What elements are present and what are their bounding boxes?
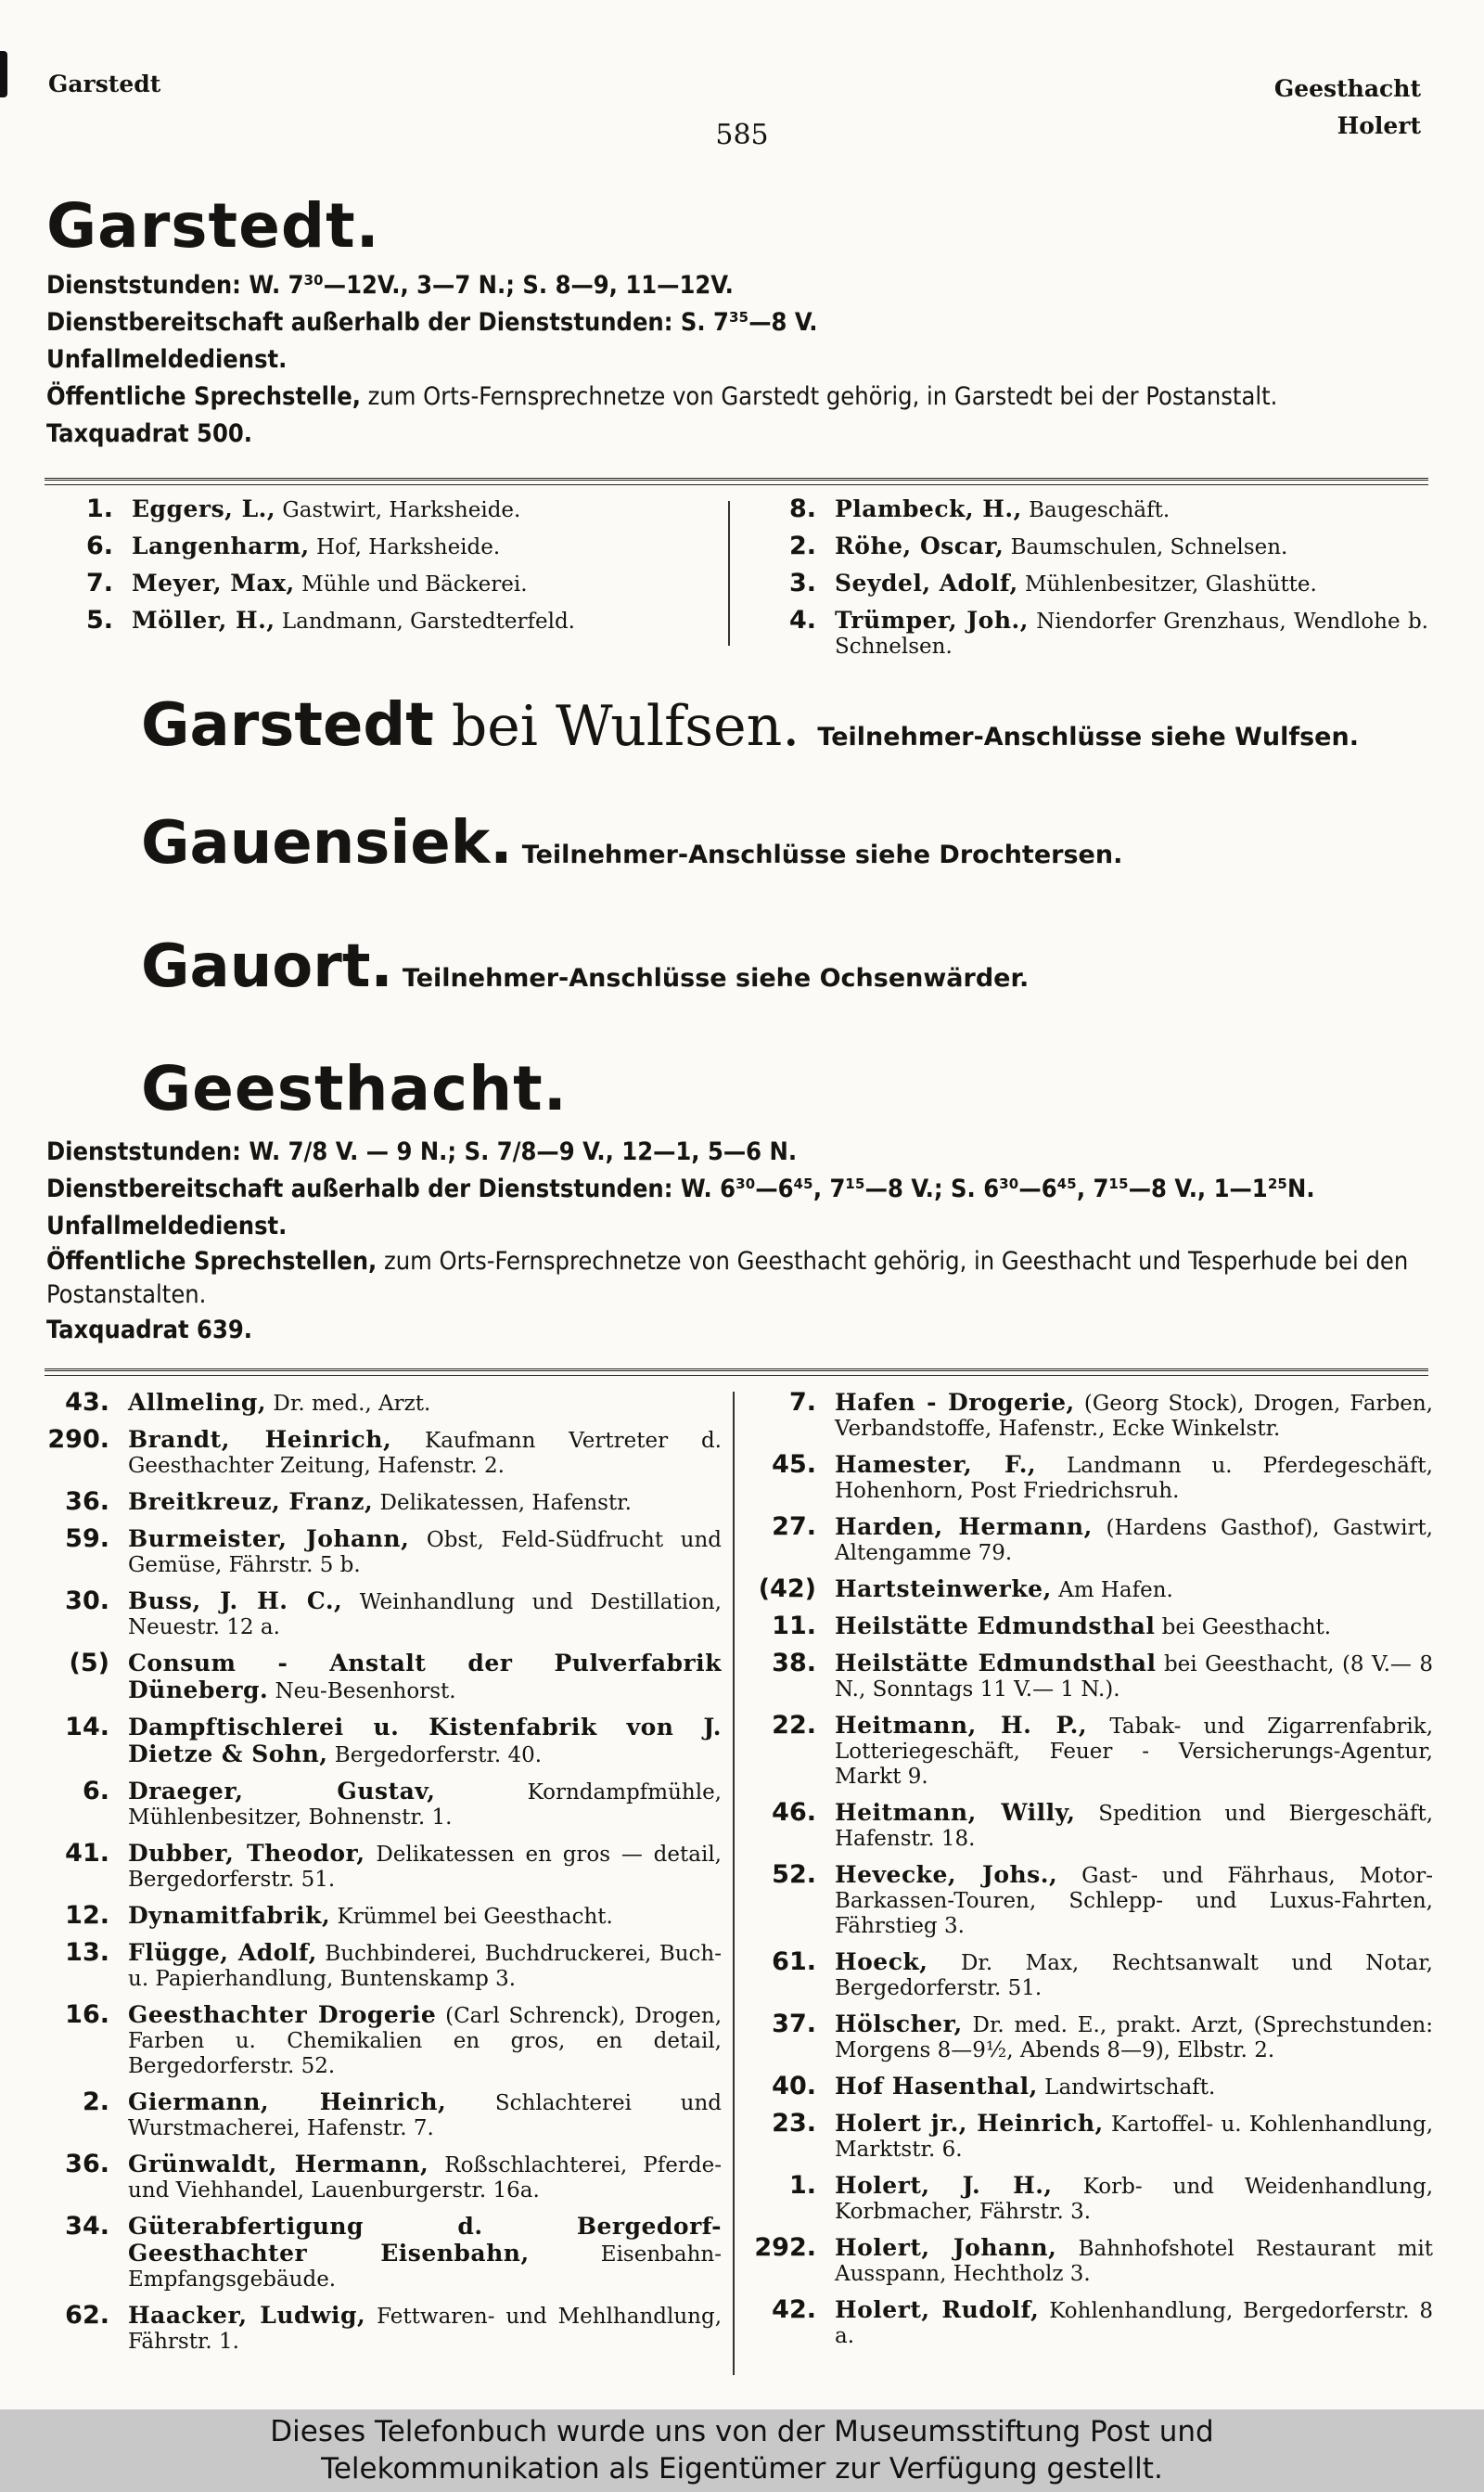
standby-hours: Dienstbereitschaft außerhalb der Dienststunden: W. 6³⁰—6⁴⁵, 7¹⁵—8 V.; S. 6³⁰—6⁴⁵, 7¹⁵—8 V., 1—1²⁵N. [46,1175,1315,1203]
list-item: 52. Hevecke, Johs., Gast- und Fährhaus, Motor-Barkassen-Touren, Schlepp- und Luxus-Fahrten, Fährstieg 3. [772,1860,1433,1938]
garstedt-right-column [751,496,1428,670]
section-title: Garstedt. [46,190,380,262]
list-item: 4. Trümper, Joh., Niendorfer Grenzhaus, Wendlohe b. Schnelsen. [788,606,1428,659]
section-title: Garstedt [141,691,434,760]
section-garstedt [46,190,1428,453]
list-item: 22. Heitmann, H. P., Tabak- und Zigarrenfabrik, Lotteriegeschäft, Feuer - Versicherungs-Agentur, Markt 9. [772,1711,1434,1789]
public-station [46,1245,1428,1312]
geesthacht-right-column [751,1390,1433,2359]
page-number: 585 [715,119,769,151]
section-gauort [141,932,1029,1001]
footer-line-1: Dieses Telefonbuch wurde uns von der Museumsstiftung Post und [270,2415,1214,2448]
cross-reference: Teilnehmer-Anschlüsse siehe Wulfsen. [817,723,1359,751]
footer-line-2: Telekommunikation als Eigentümer zur Verfügung gestellt. [321,2452,1163,2486]
list-item: (42) Hartsteinwerke, Am Hafen. [758,1574,1173,1603]
list-item: 30. Buss, J. H. C., Weinhandlung und Destillation, Neuestr. 12 a. [65,1586,722,1639]
section-rule [45,1368,1428,1376]
section-gauensiek [141,809,1122,878]
garstedt-left-column [48,496,716,645]
geesthacht-header [46,1134,1428,1349]
list-item: 36. Breitkreuz, Franz, Delikatessen, Hafenstr. [65,1487,632,1516]
column-divider [728,501,730,646]
service-hours: Dienststunden: W. 7/8 V. — 9 N.; S. 7/8—9 V., 12—1, 5—6 N. [46,1137,798,1166]
list-item: 7. Meyer, Max, Mühle und Bäckerei. [85,569,528,597]
list-item: 3. Seydel, Adolf, Mühlenbesitzer, Glashütte. [788,569,1317,597]
list-item: 41. Dubber, Theodor, Delikatessen en gros — detail, Bergedorferstr. 51. [65,1839,722,1892]
section-title: Geesthacht. [141,1053,568,1124]
list-item: 43. Allmeling, Dr. med., Arzt. [65,1388,431,1417]
list-item: 5. Möller, H., Landmann, Garstedterfeld. [85,606,575,635]
list-item: 16. Geesthachter Drogerie (Carl Schrenck), Drogen, Farben u. Chemikalien en gros, en detail, Bergedorferstr. 52. [65,2000,723,2078]
list-item: 1. Holert, J. H., Korb- und Weidenhandlung, Korbmacher, Fährstr. 3. [788,2171,1434,2224]
public-station-text: zum Orts-Fernsprechnetze von Geesthacht gehörig, in Geesthacht und Tesperhude bei den Postanstalten. [46,1247,1409,1309]
public-station-text: zum Orts-Fernsprechnetze von Garstedt gehörig, in Garstedt bei der Postanstalt. [360,382,1278,411]
list-item: 13. Flügge, Adolf, Buchbinderei, Buchdruckerei, Buch- u. Papierhandlung, Buntenskamp 3. [65,1938,722,1991]
list-item: 2. Röhe, Oscar, Baumschulen, Schnelsen. [788,532,1288,560]
section-geesthacht [141,1053,1428,1124]
list-item: 7. Hafen - Drogerie, (Georg Stock), Drogen, Farben, Verbandstoffe, Hafenstr., Ecke Winkelstr. [788,1388,1433,1441]
list-item: 292. Holert, Johann, Bahnhofshotel Restaurant mit Ausspann, Hechtholz 3. [754,2233,1433,2286]
list-item: 11. Heilstätte Edmundsthal bei Geesthacht. [772,1612,1332,1640]
list-item: 290. Brandt, Heinrich, Kaufmann Vertreter d. Geesthachter Zeitung, Hafenstr. 2. [47,1425,722,1478]
geesthacht-left-column [45,1390,722,2365]
section-rule [45,478,1428,485]
list-item: (5) Consum - Anstalt der Pulverfabrik Düneberg. Neu-Besenhorst. [69,1649,722,1703]
tax-square: Taxquadrat 639. [46,1316,252,1344]
accident-service: Unfallmeldedienst. [46,1212,288,1240]
list-item: 34. Güterabfertigung d. Bergedorf-Geesthachter Eisenbahn, Eisenbahn-Empfangsgebäude. [65,2212,722,2292]
list-item: 59. Burmeister, Johann, Obst, Feld-Südfrucht und Gemüse, Fährstr. 5 b. [65,1524,722,1577]
running-head-right-bottom: Holert [1337,112,1421,139]
section-garstedt-wulfsen: Garstedt bei Wulfsen. Teilnehmer-Anschlüsse siehe Wulfsen. [141,691,1359,760]
list-item: 1. Eggers, L., Gastwirt, Harksheide. [85,495,521,523]
tax-square: Taxquadrat 500. [46,419,252,448]
list-item: 46. Heitmann, Willy, Spedition und Biergeschäft, Hafenstr. 18. [772,1798,1434,1851]
list-item: 40. Hof Hasenthal, Landwirtschaft. [772,2072,1216,2100]
cross-reference: Teilnehmer-Anschlüsse siehe Ochsenwärder. [402,964,1030,993]
list-item: 62. Haacker, Ludwig, Fettwaren- und Mehlhandlung, Fährstr. 1. [65,2301,722,2354]
binding-edge [0,51,7,97]
list-item: 42. Holert, Rudolf, Kohlenhandlung, Bergedorferstr. 8 a. [772,2295,1434,2348]
ownership-footer [0,2409,1484,2492]
list-item: 27. Harden, Hermann, (Hardens Gasthof), Gastwirt, Altengamme 79. [772,1512,1433,1565]
service-hours: Dienststunden: W. 7³⁰—12V., 3—7 N.; S. 8—9, 11—12V. [46,271,734,300]
list-item: 38. Heilstätte Edmundsthal bei Geesthacht, (8 V.— 8 N., Sonntags 11 V.— 1 N.). [772,1649,1433,1702]
list-item: 36. Grünwaldt, Hermann, Roßschlachterei, Pferde- und Viehhandel, Lauenburgerstr. 16a. [65,2150,722,2203]
cross-reference: Teilnehmer-Anschlüsse siehe Drochtersen. [521,841,1123,869]
list-item: 6. Langenharm, Hof, Harksheide. [85,532,501,560]
list-item: 14. Dampftischlerei u. Kistenfabrik von J. Dietze & Sohn, Bergedorferstr. 40. [65,1713,722,1767]
public-station-label: Öffentliche Sprechstellen, [46,1247,377,1276]
running-head-left: Garstedt [48,71,161,97]
list-item: 37. Hölscher, Dr. med. E., prakt. Arzt, (Sprechstunden: Morgens 8—9½, Abends 8—9), Elbstr. 2. [772,2010,1433,2062]
public-station-label: Öffentliche Sprechstelle, [46,382,361,411]
standby-hours: Dienstbereitschaft außerhalb der Dienststunden: S. 7³⁵—8 V. [46,308,818,337]
public-station [46,379,1428,416]
list-item: 12. Dynamitfabrik, Krümmel bei Geesthacht. [65,1901,613,1930]
accident-service: Unfallmeldedienst. [46,345,288,374]
running-head-right [1274,71,1421,145]
running-head-right-top: Geesthacht [1273,75,1421,102]
column-divider [733,1392,735,2375]
list-item: 45. Hamester, F., Landmann u. Pferdegeschäft, Hohenhorn, Post Friedrichsruh. [772,1450,1433,1503]
list-item: 2. Giermann, Heinrich, Schlachterei und Wurstmacherei, Hafenstr. 7. [82,2087,722,2140]
list-item: 61. Hoeck, Dr. Max, Rechtsanwalt und Notar, Bergedorferstr. 51. [772,1947,1433,2000]
section-title: Gauort. [141,932,393,1001]
section-title: Gauensiek. [141,809,513,878]
list-item: 8. Plambeck, H., Baugeschäft. [788,495,1171,523]
list-item: 23. Holert jr., Heinrich, Kartoffel- u. Kohlenhandlung, Marktstr. 6. [772,2109,1434,2162]
list-item: 6. Draeger, Gustav, Korndampfmühle, Mühlenbesitzer, Bohnenstr. 1. [82,1777,722,1830]
